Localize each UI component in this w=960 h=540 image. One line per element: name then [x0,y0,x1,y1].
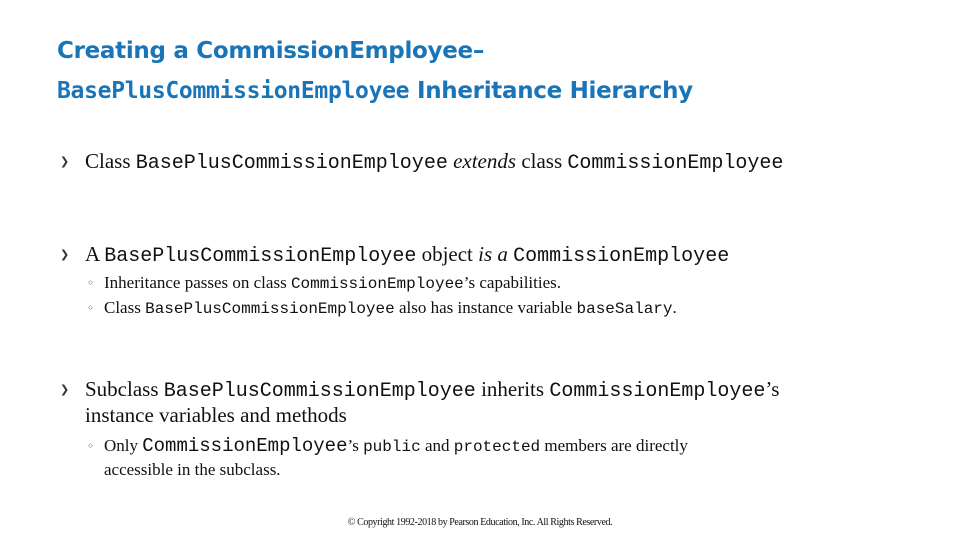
bullet-1-text: Class BasePlusCommissionEmployee extends class CommissionEmployee [85,149,784,175]
slide-title-line-2: BasePlusCommissionEmployee Inheritance Hierarchy [57,78,693,104]
arrow-bullet-icon: ❯ [60,383,70,396]
bullet-3-text: Subclass BasePlusCommissionEmployee inherits CommissionEmployee’s [85,377,780,403]
arrow-bullet-icon: ❯ [60,248,70,261]
circle-bullet-icon: ◦ [87,301,95,315]
copyright-footer: © Copyright 1992-2018 by Pearson Education, Inc. All Rights Reserved. [347,517,613,528]
circle-bullet-icon: ◦ [87,276,95,290]
arrow-bullet-icon: ❯ [60,155,70,168]
sub-bullet-3-1-text: Only CommissionEmployee’s public and protected members are directly [104,435,688,457]
bullet-2-text: A BasePlusCommissionEmployee object is a CommissionEmployee [85,242,730,268]
sub-bullet-2-1-text: Inheritance passes on class CommissionEmployee’s capabilities. [104,273,562,293]
circle-bullet-icon: ◦ [87,439,95,453]
slide-title [57,31,937,111]
slide-title-line-1: Creating a CommissionEmployee– [57,38,485,64]
sub-bullet-2-2-text: Class BasePlusCommissionEmployee also has instance variable baseSalary. [104,298,677,318]
